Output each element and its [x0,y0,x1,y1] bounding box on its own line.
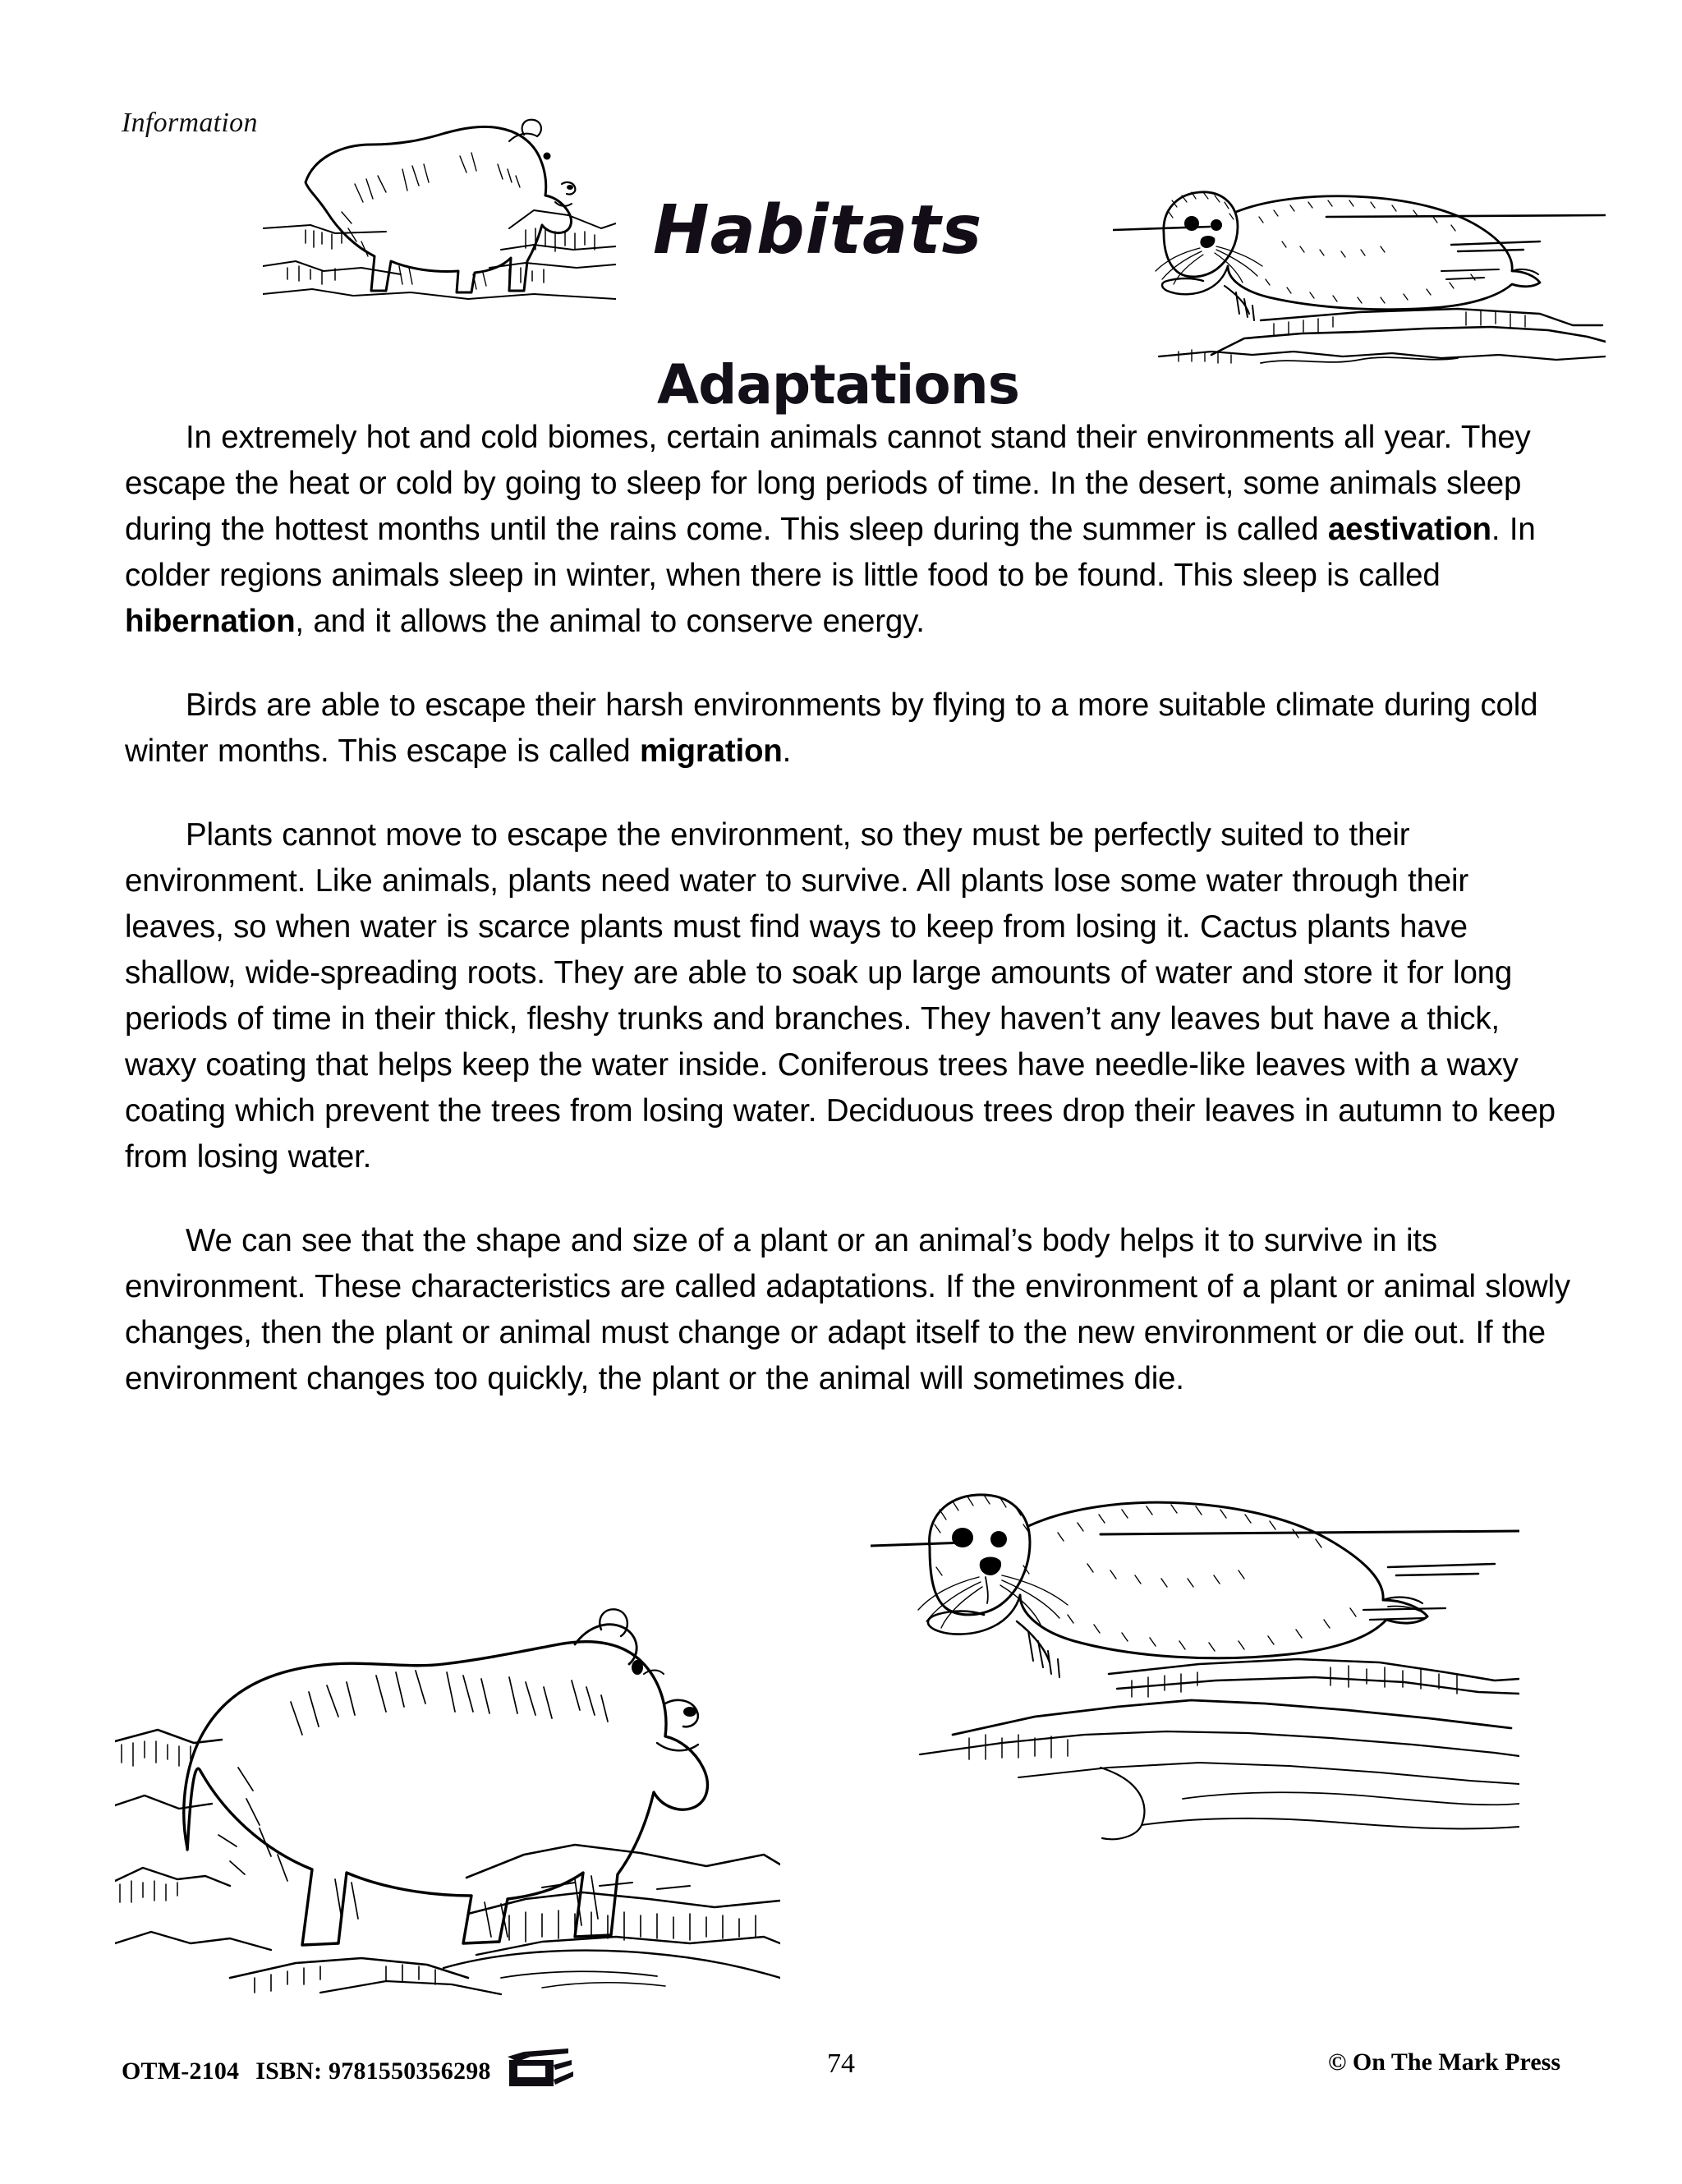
term-aestivation: aestivation [1327,512,1491,547]
page-subtitle: Adaptations [657,352,1019,416]
polar-bear-illustration-large [115,1528,780,1996]
section-label: Information [122,108,258,138]
page-title: Habitats [653,191,983,269]
paragraph-2-part-b: . [782,733,792,769]
isbn-text: ISBN: 9781550356298 [255,2058,491,2085]
paragraph-1-part-b: . In colder regions animals sleep in winter, when there is little food to be found. This sleep is called [125,512,1536,593]
seal-illustration-large [871,1446,1519,1848]
term-migration: migration [640,733,783,769]
page-number: 74 [827,2048,855,2079]
seal-illustration-small [1113,148,1606,378]
paragraph-4: We can see that the shape and size of a plant or an animal’s body helps it to survive in its environment. These characteristics are called adaptations. If the environment of a plant or animal slowly changes, then the plant or animal must change or adapt itself to the new environment or die out. If the environment changes too quickly, the plant or the animal will sometimes die. [125,1223,1570,1396]
copyright-notice: © On The Mark Press [1328,2048,1560,2076]
paragraph-1-part-c: , and it allows the animal to conserve energy. [295,604,925,639]
product-code: OTM-2104 [122,2058,240,2085]
paragraph-1 [125,415,1570,645]
paragraph-3: Plants cannot move to escape the environment, so they must be perfectly suited to their environment. Like animals, plants need water to survive. All plants lose some water through their leaves, so when water is scarce plants must find ways to keep from losing it. Cactus plants have shallow, wide-spreading roots. They are able to soak up large amounts of water and store it for long periods of time in their thick, fleshy trunks and branches. They haven’t any leaves but have a thick, waxy coating that helps keep the water inside. Coniferous trees have needle-like leaves with a waxy coating which prevent the trees from losing water. Deciduous trees drop their leaves in autumn to keep from losing water. [125,817,1556,1175]
paragraph-2 [125,683,1570,775]
paragraph-1-part-a: In extremely hot and cold biomes, certain animals cannot stand their environments all year. They escape the heat or cold by going to sleep for long periods of time. In the desert, some animals sleep during the hottest months until the rains come. This sleep during the summer is called [125,420,1531,547]
term-hibernation: hibernation [125,604,296,639]
paragraph-2-part-a: Birds are able to escape their harsh environments by flying to a more suitable climate during cold winter months. This escape is called [125,687,1538,769]
polar-bear-illustration-small [263,105,616,317]
article-body [125,415,1570,1440]
page-footer [0,2047,1682,2096]
